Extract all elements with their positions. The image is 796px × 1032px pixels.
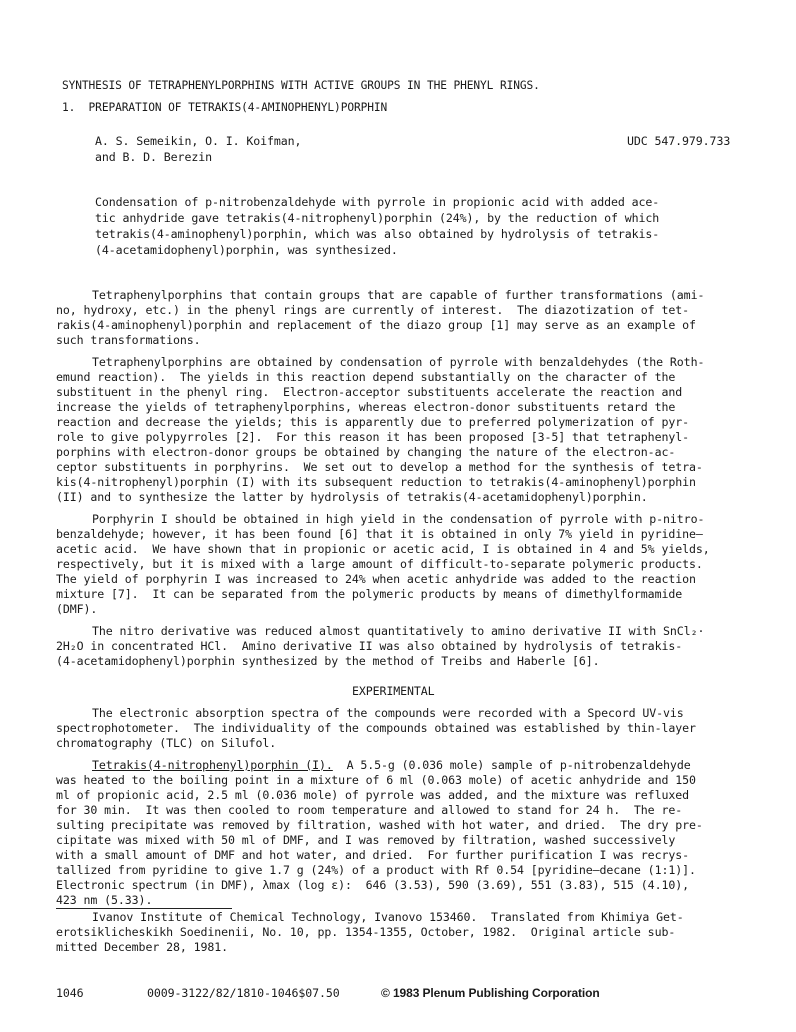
body-line: benzaldehyde; however, it has been found [6] that it is obtained in only 7% yield in pyridine–: [56, 527, 703, 541]
body-line: Tetraphenylporphins that contain groups that are capable of further transformations (ami-: [92, 288, 705, 302]
body-line: porphins with electron-donor groups be obtained by changing the nature of the electron-ac-: [56, 445, 676, 459]
paper-subtitle: 1. PREPARATION OF TETRAKIS(4-AMINOPHENYL)PORPHIN: [62, 101, 388, 114]
paper-title: SYNTHESIS OF TETRAPHENYLPORPHINS WITH ACTIVE GROUPS IN THE PHENYL RINGS.: [62, 79, 540, 92]
body-line: Electronic spectrum (in DMF), λmax (log ε): 646 (3.53), 590 (3.69), 551 (3.83), 515 (4.10),: [56, 878, 689, 892]
body-line: with a small amount of DMF and hot water, and dried. For further purification I was recrys-: [56, 848, 689, 862]
body-line: role to give polypyrroles [2]. For this reason it has been proposed [3-5] that tetraphenyl-: [56, 430, 689, 444]
body-line: reaction and decrease the yields; this is apparently due to preferred polymerization of pyr-: [56, 415, 689, 429]
body-line: sulting precipitate was removed by filtration, washed with hot water, and dried. The dry pre-: [56, 818, 703, 832]
body-line: 2H₂O in concentrated HCl. Amino derivative II was also obtained by hydrolysis of tetrakis-: [56, 639, 683, 653]
body-line: The yield of porphyrin I was increased to 24% when acetic anhydride was added to the reaction: [56, 572, 696, 586]
abstract-line: (4-acetamidophenyl)porphin, was synthesized.: [95, 243, 398, 257]
body-line: emund reaction). The yields in this reaction depend substantially on the character of the: [56, 370, 676, 384]
copyright: © 1983 Plenum Publishing Corporation: [381, 986, 600, 1000]
footnote-line: Ivanov Institute of Chemical Technology, Ivanovo 153460. Translated from Khimiya Get-: [92, 910, 684, 924]
body-line: no, hydroxy, etc.) in the phenyl rings are currently of interest. The diazotization of tet-: [56, 303, 689, 317]
body-line: Porphyrin I should be obtained in high yield in the condensation of pyrrole with p-nitro-: [92, 512, 705, 526]
body-line: The nitro derivative was reduced almost quantitatively to amino derivative II with SnCl₂·: [92, 624, 705, 638]
abstract-line: tetrakis(4-aminophenyl)porphin, which was also obtained by hydrolysis of tetrakis-: [95, 227, 660, 241]
abstract-line: tic anhydride gave tetrakis(4-nitrophenyl)porphin (24%), by the reduction of which: [95, 211, 660, 225]
footnote-line: mitted December 28, 1981.: [56, 940, 229, 954]
body-line: cipitate was mixed with 50 ml of DMF, and I was removed by filtration, washed successively: [56, 833, 676, 847]
body-line: spectrophotometer. The individuality of the compounds obtained was established by thin-layer: [56, 721, 696, 735]
body-line: The electronic absorption spectra of the compounds were recorded with a Specord UV-vis: [92, 706, 684, 720]
body-line: 423 nm (5.33).: [56, 893, 153, 907]
body-line: Tetraphenylporphins are obtained by condensation of pyrrole with benzaldehydes (the Roth-: [92, 355, 705, 369]
body-line: kis(4-nitrophenyl)porphin (I) with its subsequent reduction to tetrakis(4-aminophenyl)porphin: [56, 475, 696, 489]
body-line: chromatography (TLC) on Silufol.: [56, 736, 277, 750]
body-line: such transformations.: [56, 333, 201, 347]
authors-line-2: and B. D. Berezin: [95, 150, 212, 164]
body-line: (DMF).: [56, 602, 98, 616]
body-line: substituent in the phenyl ring. Electron-acceptor substituents accelerate the reaction and: [56, 385, 683, 399]
page-number: 1046: [56, 986, 84, 1000]
body-line: for 30 min. It was then cooled to room temperature and allowed to stand for 24 h. The re-: [56, 803, 683, 817]
body-line: (II) and to synthesize the latter by hydrolysis of tetrakis(4-acetamidophenyl)porphin.: [56, 490, 648, 504]
body-line: rakis(4-aminophenyl)porphin and replacement of the diazo group [1] may serve as an example of: [56, 318, 696, 332]
section-heading: EXPERIMENTAL: [352, 684, 435, 698]
body-line: mixture [7]. It can be separated from the polymeric products by means of dimethylformamide: [56, 587, 683, 601]
authors-line-1: A. S. Semeikin, O. I. Koifman,: [95, 134, 302, 148]
body-line: tallized from pyridine to give 1.7 g (24%) of a product with Rf 0.54 [pyridine–decane (1:1)].: [56, 863, 696, 877]
article-code: 0009-3122/82/1810-1046$07.50: [147, 986, 340, 1000]
abstract-line: Condensation of p-nitrobenzaldehyde with pyrrole in propionic acid with added ace-: [95, 195, 660, 209]
body-line: respectively, but it is mixed with a large amount of difficult-to-separate polymeric products.: [56, 557, 703, 571]
body-line: acetic acid. We have shown that in propionic or acetic acid, I is obtained in 4 and 5% yields,: [56, 542, 710, 556]
body-line: (4-acetamidophenyl)porphin synthesized by the method of Treibs and Haberle [6].: [56, 654, 600, 668]
footnote-rule: [56, 908, 232, 909]
footnote-line: erotsiklicheskikh Soedinenii, No. 10, pp. 1354-1355, October, 1982. Original article sub-: [56, 925, 676, 939]
compound-heading: Tetrakis(4-nitrophenyl)porphin (I).: [92, 758, 333, 772]
udc-code: UDC 547.979.733: [627, 134, 731, 148]
body-line: [92, 758, 691, 772]
body-line: increase the yields of tetraphenylporphins, whereas electron-donor substituents retard the: [56, 400, 676, 414]
body-line: ceptor substituents in porphyrins. We set out to develop a method for the synthesis of tetra-: [56, 460, 703, 474]
body-line: ml of propionic acid, 2.5 ml (0.036 mole) of pyrrole was added, and the mixture was refluxed: [56, 788, 689, 802]
body-line: was heated to the boiling point in a mixture of 6 ml (0.063 mole) of acetic anhydride and 150: [56, 773, 696, 787]
body-text: A 5.5-g (0.036 mole) sample of p-nitrobenzaldehyde: [332, 758, 691, 772]
